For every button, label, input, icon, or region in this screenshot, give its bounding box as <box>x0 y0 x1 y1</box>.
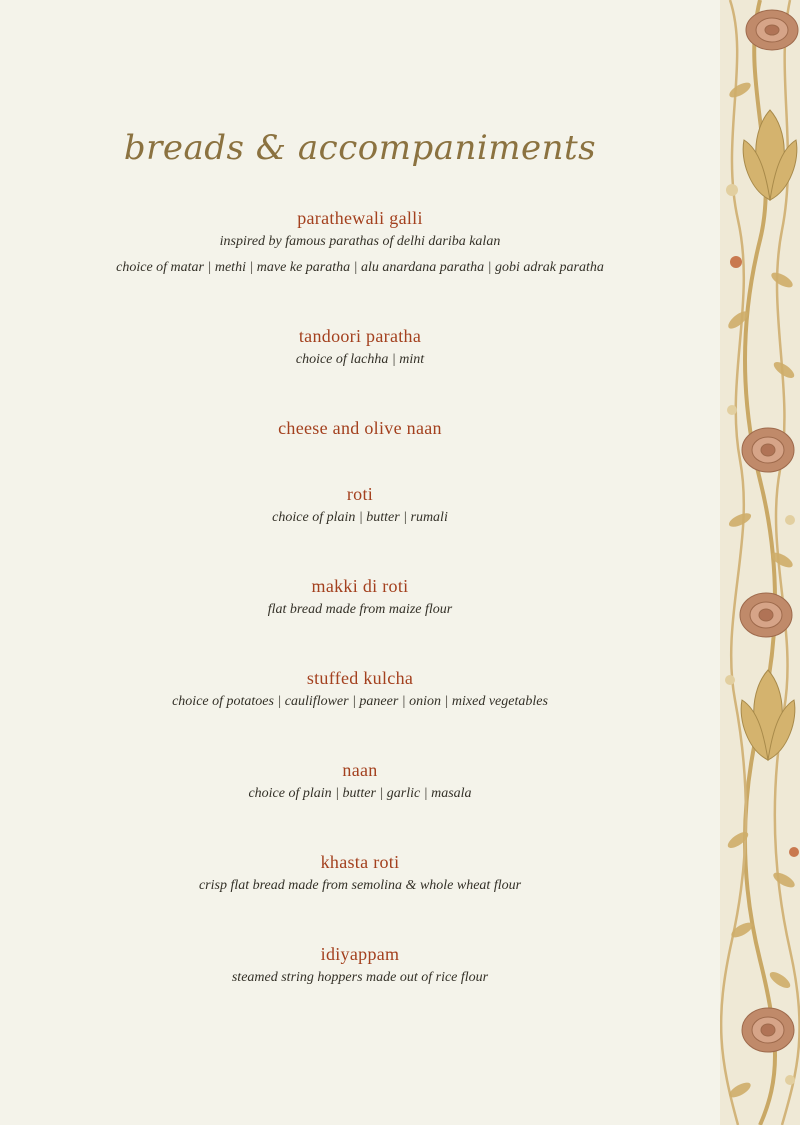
item-name: cheese and olive naan <box>278 418 442 438</box>
item-description: flat bread made from maize flour <box>267 602 453 617</box>
item-name: tandoori paratha <box>298 326 422 346</box>
item-description: inspired by famous parathas of delhi dariba kalan <box>219 234 501 249</box>
item-name: naan <box>342 760 378 780</box>
item-description: crisp flat bread made from semolina & whole wheat flour <box>198 878 522 893</box>
item-name: parathewali galli <box>297 208 423 228</box>
menu-item-khasta-roti <box>0 851 720 899</box>
page-title: breads & accompaniments <box>123 128 597 168</box>
item-name: roti <box>346 484 374 504</box>
item-name: khasta roti <box>320 852 400 872</box>
menu-item-cheese-olive-naan <box>0 417 720 439</box>
item-description: choice of plain | butter | garlic | masala <box>248 786 472 801</box>
item-description: choice of lachha | mint <box>295 352 425 367</box>
floral-border-icon <box>720 0 800 1125</box>
menu-item-naan <box>0 759 720 807</box>
item-description: choice of plain | butter | rumali <box>272 510 448 525</box>
menu-item-idiyappam <box>0 943 720 991</box>
menu-item-makki-di-roti <box>0 575 720 623</box>
menu-item-stuffed-kulcha <box>0 667 720 715</box>
menu-item-roti <box>0 483 720 531</box>
item-name: idiyappam <box>320 944 400 964</box>
item-name: stuffed kulcha <box>306 668 414 688</box>
item-description: steamed string hoppers made out of rice flour <box>231 970 489 985</box>
item-description: choice of matar | methi | mave ke paratha | alu anardana paratha | gobi adrak paratha <box>116 260 604 275</box>
item-description: choice of potatoes | cauliflower | paneer | onion | mixed vegetables <box>172 694 548 709</box>
item-name: makki di roti <box>311 576 409 596</box>
menu-item-tandoori-paratha <box>0 325 720 373</box>
menu-item-parathewali-galli <box>0 207 720 281</box>
